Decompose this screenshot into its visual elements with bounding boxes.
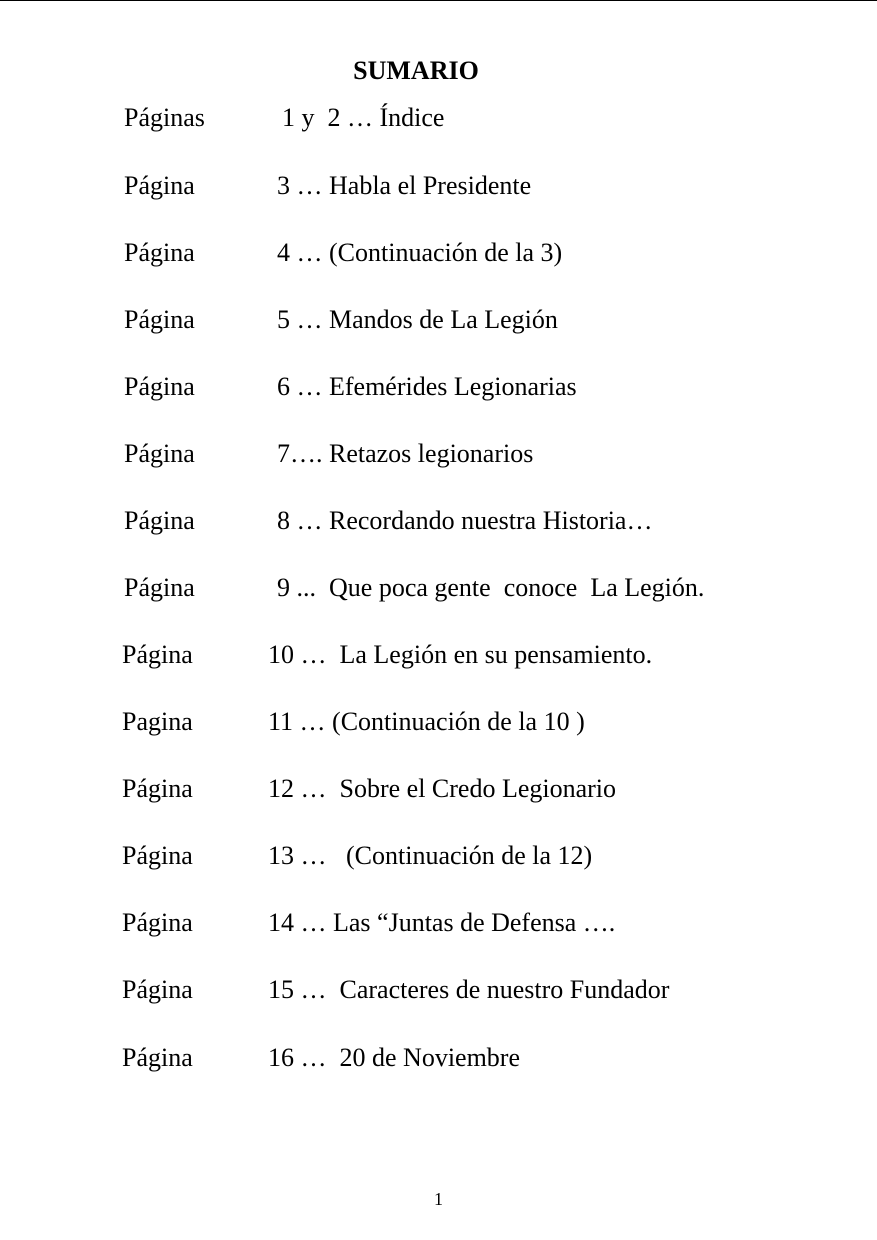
toc-entry-label: Página <box>124 238 195 267</box>
toc-entry-label: Página <box>124 439 195 468</box>
toc-entry-text: 3 … Habla el Presidente <box>277 171 532 200</box>
toc-entry-text: 9 ... Que poca gente conoce La Legión. <box>277 573 705 602</box>
toc-entry-text: 12 … Sobre el Credo Legionario <box>268 774 617 803</box>
toc-entry-text: 14 … Las “Juntas de Defensa …. <box>268 908 616 937</box>
toc-entry-text: 6 … Efemérides Legionarias <box>277 372 577 401</box>
toc-entry-label: Pagina <box>122 707 193 736</box>
toc-entry-text: 5 … Mandos de La Legión <box>277 305 558 334</box>
toc-entry-label: Página <box>122 774 193 803</box>
toc-entry-label: Página <box>124 573 195 602</box>
toc-entry-text: 8 … Recordando nuestra Historia… <box>277 506 653 535</box>
page-number: 1 <box>434 1189 443 1209</box>
toc-entry-label: Página <box>124 506 195 535</box>
toc-entry-text: 16 … 20 de Noviembre <box>268 1043 521 1072</box>
document-title: SUMARIO <box>353 56 479 85</box>
toc-entry-text: 1 y 2 … Índice <box>282 103 445 132</box>
toc-entry-label: Página <box>122 640 193 669</box>
toc-entry-label: Página <box>124 372 195 401</box>
toc-entry-text: 11 … (Continuación de la 10 ) <box>268 707 585 736</box>
toc-entry-label: Página <box>122 1043 193 1072</box>
toc-entry-label: Página <box>124 171 195 200</box>
toc-entry-label: Página <box>122 841 193 870</box>
toc-entry-label: Página <box>122 975 193 1004</box>
toc-entry-text: 15 … Caracteres de nuestro Fundador <box>268 975 670 1004</box>
toc-entry-label: Página <box>124 305 195 334</box>
top-border-line <box>0 0 877 1</box>
toc-entry-label: Página <box>122 908 193 937</box>
toc-entry-text: 10 … La Legión en su pensamiento. <box>268 640 653 669</box>
toc-entry-text: 13 … (Continuación de la 12) <box>268 841 593 870</box>
toc-entry-text: 7…. Retazos legionarios <box>277 439 534 468</box>
toc-entry-text: 4 … (Continuación de la 3) <box>277 238 563 267</box>
toc-entry-label: Páginas <box>124 103 205 132</box>
